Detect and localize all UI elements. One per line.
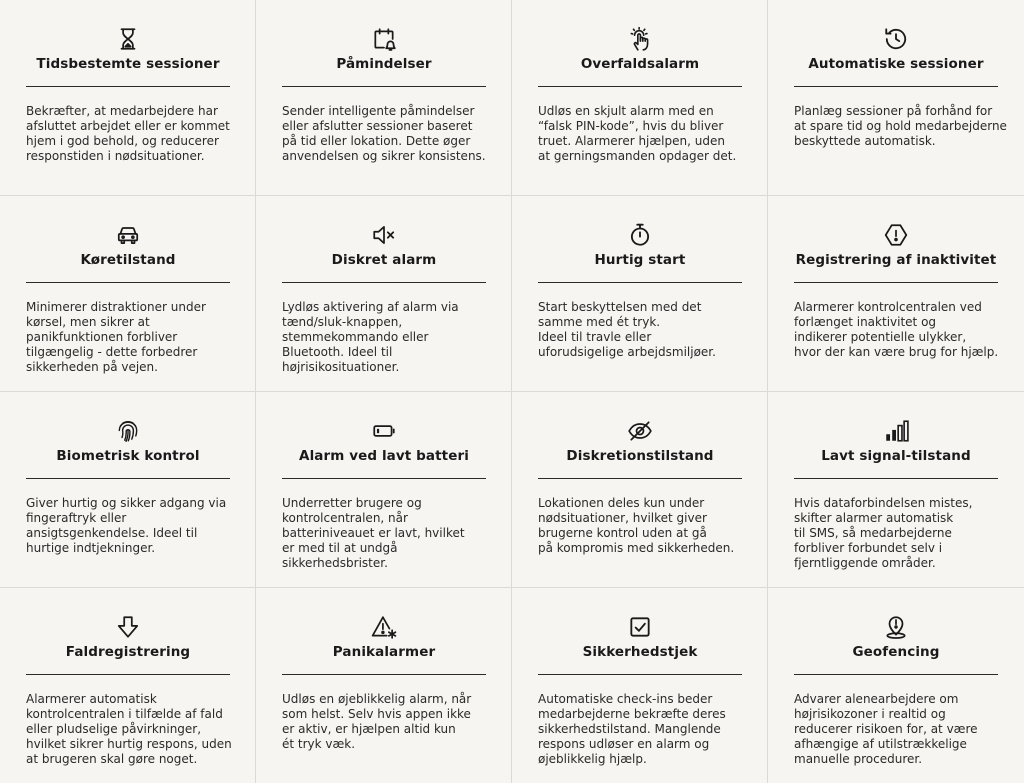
- feature-description: Bekræfter, at medarbejdere har afsluttet arbejdet eller er kommet hjem i god behold, og reducerer responstiden i nødsituationer.: [26, 104, 230, 163]
- feature-card: [0, 392, 256, 588]
- feature-description: Minimerer distraktioner under kørsel, men sikrer at panikfunktionen forbliver tilgængelig - dette forbedrer sikkerheden på vejen.: [26, 300, 206, 374]
- divider: [26, 86, 230, 87]
- feature-card: [768, 0, 1024, 196]
- divider: [538, 674, 742, 675]
- battery-low-icon: [371, 418, 397, 444]
- feature-description: Automatiske check-ins beder medarbejderne bekræfte deres sikkerhedstilstand. Manglende respons udløser en alarm og øjeblikkelig hjælp.: [538, 692, 726, 766]
- feature-card: [512, 392, 768, 588]
- car-icon: [115, 222, 141, 248]
- hourglass-icon: [115, 26, 141, 52]
- feature-card: [768, 196, 1024, 392]
- calendar-bell-icon: [371, 26, 397, 52]
- feature-title: Køretilstand: [80, 252, 176, 268]
- divider: [538, 282, 742, 283]
- octagon-alert-icon: [883, 222, 909, 248]
- feature-title: Biometrisk kontrol: [56, 448, 200, 464]
- signal-bars-icon: [883, 418, 909, 444]
- feature-card: [768, 588, 1024, 783]
- feature-title: Lavt signal-tilstand: [821, 448, 971, 464]
- feature-card: [256, 588, 512, 783]
- feature-title: Diskretionstilstand: [566, 448, 714, 464]
- feature-description: Alarmerer kontrolcentralen ved forlænget inaktivitet og indikerer potentielle ulykker, hvor der kan være brug for hjælp.: [794, 300, 999, 359]
- feature-card: [256, 0, 512, 196]
- feature-card: [512, 0, 768, 196]
- feature-card: [256, 392, 512, 588]
- feature-card: [256, 196, 512, 392]
- feature-title: Tidsbestemte sessioner: [36, 56, 220, 72]
- feature-card: [0, 588, 256, 783]
- feature-card: [0, 0, 256, 196]
- feature-title: Påmindelser: [336, 56, 432, 72]
- feature-description: Lokationen deles kun under nødsituationer, hvilket giver brugerne kontrol uden at gå på kompromis med sikkerheden.: [538, 496, 735, 555]
- divider: [282, 674, 486, 675]
- feature-description: Hvis dataforbindelsen mistes, skifter alarmer automatisk til SMS, så medarbejderne forbliver forbundet selv i fjerntliggende områder.: [794, 496, 973, 570]
- checkbox-icon: [627, 614, 653, 640]
- feature-description: Udløs en øjeblikkelig alarm, når som helst. Selv hvis appen ikke er aktiv, er hjælpen altid kun ét tryk væk.: [282, 692, 472, 751]
- divider: [538, 478, 742, 479]
- feature-title: Faldregistrering: [65, 644, 191, 660]
- feature-description: Giver hurtig og sikker adgang via fingeraftryk eller ansigtsgenkendelse. Ideel til hurtige indtjekninger.: [26, 496, 227, 555]
- feature-title: Alarm ved lavt batteri: [299, 448, 469, 464]
- warning-triangle-icon: [371, 614, 397, 640]
- feature-title: Geofencing: [852, 644, 940, 660]
- stopwatch-icon: [627, 222, 653, 248]
- divider: [26, 478, 230, 479]
- feature-description: Underretter brugere og kontrolcentralen, når batteriniveauet er lavt, hvilket er med til at undgå sikkerhedsbrister.: [282, 496, 465, 570]
- divider: [282, 478, 486, 479]
- divider: [26, 674, 230, 675]
- hand-tap-icon: [627, 26, 653, 52]
- feature-description: Udløs en skjult alarm med en “falsk PIN-kode”, hvis du bliver truet. Alarmerer hjælpen, uden at gerningsmanden opdager det.: [538, 104, 737, 163]
- feature-title: Hurtig start: [594, 252, 686, 268]
- feature-card: [768, 392, 1024, 588]
- feature-title: Registrering af inaktivitet: [795, 252, 997, 268]
- divider: [282, 86, 486, 87]
- divider: [794, 478, 998, 479]
- divider: [282, 282, 486, 283]
- eye-off-icon: [627, 418, 653, 444]
- location-pin-alert-icon: [883, 614, 909, 640]
- feature-description: Planlæg sessioner på forhånd for at spare tid og hold medarbejderne beskyttede automatisk.: [794, 104, 1007, 148]
- history-clock-icon: [883, 26, 909, 52]
- divider: [794, 282, 998, 283]
- feature-card: [512, 588, 768, 783]
- feature-title: Automatiske sessioner: [808, 56, 984, 72]
- feature-card: [512, 196, 768, 392]
- feature-title: Sikkerhedstjek: [582, 644, 698, 660]
- feature-description: Sender intelligente påmindelser eller afslutter sessioner baseret på tid eller lokation. Dette øger anvendelsen og sikrer konsistens.: [282, 104, 486, 163]
- divider: [794, 86, 998, 87]
- divider: [538, 86, 742, 87]
- divider: [26, 282, 230, 283]
- feature-description: Start beskyttelsen med det samme med ét tryk. Ideel til travle eller uforudsigelige arbejdsmiljøer.: [538, 300, 716, 359]
- speaker-mute-icon: [371, 222, 397, 248]
- divider: [794, 674, 998, 675]
- fingerprint-icon: [115, 418, 141, 444]
- feature-title: Overfaldsalarm: [580, 56, 700, 72]
- feature-description: Lydløs aktivering af alarm via tænd/sluk-knappen, stemmekommando eller Bluetooth. Ideel til højrisikosituationer.: [282, 300, 459, 374]
- feature-description: Alarmerer automatisk kontrolcentralen i tilfælde af fald eller pludselige påvirkninger, hvilket sikrer hurtig respons, uden at brugeren skal gøre noget.: [26, 692, 232, 766]
- arrow-down-icon: [115, 614, 141, 640]
- feature-card: [0, 196, 256, 392]
- feature-title: Panikalarmer: [332, 644, 436, 660]
- feature-description: Advarer alenearbejdere om højrisikozoner i realtid og reducerer risikoen for, at være afhængige af utilstrækkelige manuelle procedurer.: [794, 692, 978, 766]
- feature-title: Diskret alarm: [331, 252, 437, 268]
